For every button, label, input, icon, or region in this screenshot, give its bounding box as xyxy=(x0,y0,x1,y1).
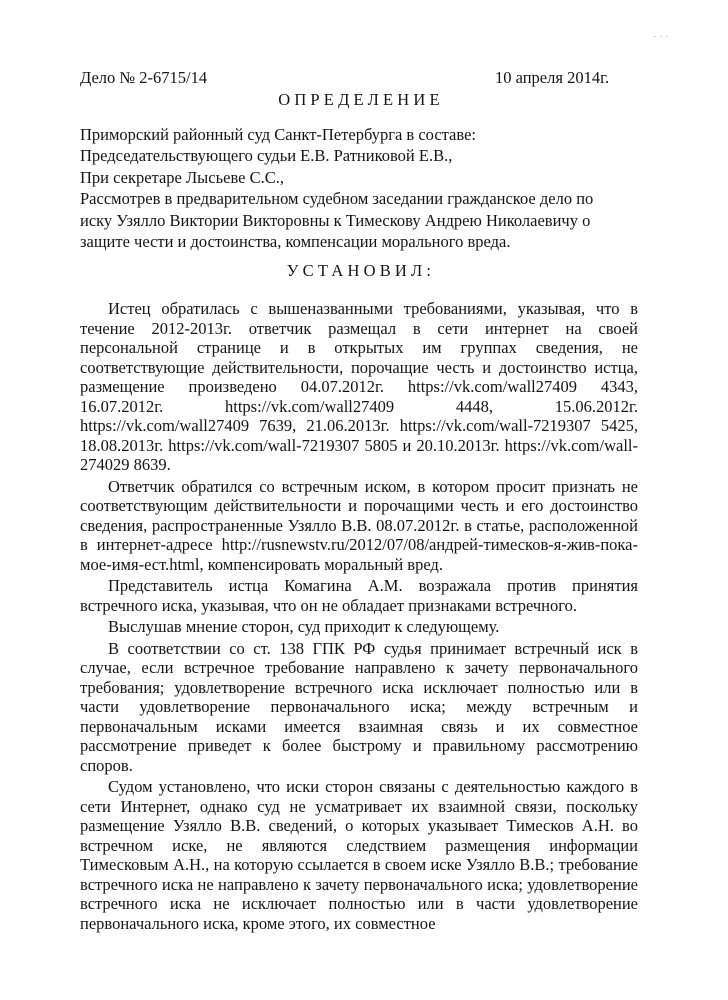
document-date: 10 апреля 2014г. xyxy=(495,68,610,87)
section-title: УСТАНОВИЛ: xyxy=(286,261,436,280)
intro-line: При секретаре Лысьеве С.С., xyxy=(80,167,284,187)
document-body xyxy=(80,299,638,933)
body-paragraph: Судом установлено, что иски сторон связаны с деятельностью каждого в сети Интернет, однако суд не усматривает их взаимной связи, поскольку размещение Узялло В.В. сведений, о которых указывает Тимесков А.Н. во встречном иске, не являются следствием размещения информации Тимесковым А.Н., на которую ссылается в своем иске Узялло В.В.; требование встречного иска не направлено к зачету первоначального иска; удовлетворение встречного иска не исключает полностью или в части удовлетворение первоначального иска, кроме этого, их совместное xyxy=(80,777,638,933)
intro-line: Приморский районный суд Санкт-Петербурга в составе: xyxy=(80,125,476,144)
body-paragraph: Ответчик обратился со встречным иском, в котором просит признать не соответствующим действительности и порочащими честь и его достоинство сведения, распространенные Узялло В.В. 08.07.2012г. в статье, расположенной в интернет-адресе http://rusnewstv.ru/2012/07/08/андрей-тимесков-я-жив-пока-мое-имя-ест.html, компенсировать моральный вред. xyxy=(80,476,638,574)
body-paragraph: Представитель истца Комагина А.М. возражала против принятия встречного иска, указывая, что он не обладает признаками встречного. xyxy=(80,576,638,615)
body-paragraph: Выслушав мнение сторон, суд приходит к следующему. xyxy=(108,617,500,636)
scan-artifact: . . . xyxy=(654,30,669,39)
intro-line: Рассмотрев в предварительном судебном заседании гражданское дело по xyxy=(80,189,594,209)
document-title: ОПРЕДЕЛЕНИЕ xyxy=(278,90,444,109)
intro-line: иску Узялло Виктории Викторовны к Тимескову Андрею Николаевичу о xyxy=(80,210,591,230)
intro-line: Председательствующего судьи Е.В. Ратниковой Е.В., xyxy=(80,146,453,166)
case-number: Дело № 2-6715/14 xyxy=(80,68,208,87)
body-paragraph: В соответствии со ст. 138 ГПК РФ судья принимает встречный иск в случае, если встречное требование направлено к зачету первоначального требования; удовлетворение встречного иска исключает полностью или в части удовлетворение первоначального иска; между встречным и первоначальным исками имеется взаимная связь и их совместное рассмотрение приведет к более быстрому и правильному рассмотрению споров. xyxy=(80,638,638,775)
court-composition xyxy=(80,124,640,252)
intro-line: защите чести и достоинства, компенсации морального вреда. xyxy=(80,232,511,252)
body-paragraph: Истец обратилась с вышеназванными требованиями, указывая, что в течение 2012-2013г. ответчик размещал в сети интернет на своей персональной странице и в открытых им группах сведения, не соответствующие действительности, порочащие честь и достоинство истца, размещение произведено 04.07.2012г. https://vk.com/wall27409 4343, 16.07.2012г. https://vk.com/wall27409 4448, 15.06.2012г. https://vk.com/wall27409 7639, 21.06.2013г. https://vk.com/wall-7219307 5425, 18.08.2013г. https://vk.com/wall-7219307 5805 и 20.10.2013г. https://vk.com/wall-274029 8639. xyxy=(80,299,638,474)
